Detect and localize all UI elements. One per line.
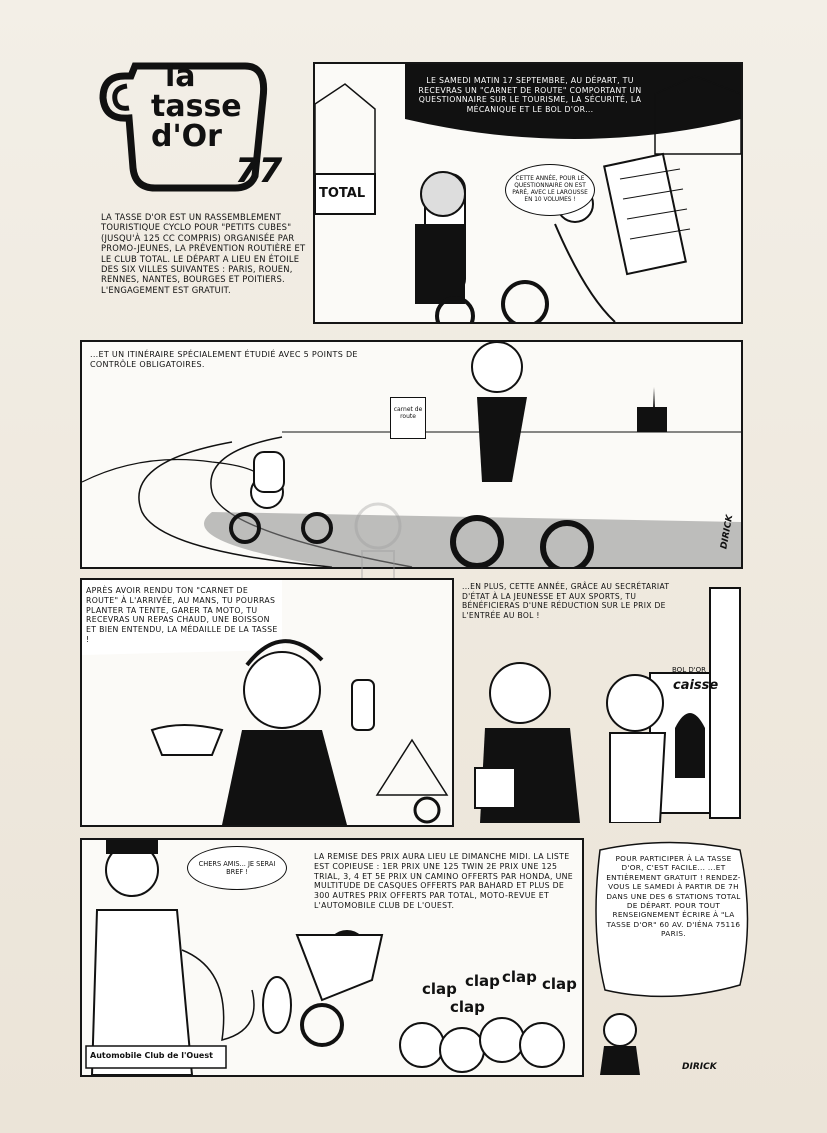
clap-sound-5: clap (542, 975, 577, 993)
logo-line-3: d'Or (151, 119, 222, 154)
panel-6-artist-signature: DIRICK (682, 1062, 717, 1072)
clap-sound-4: clap (502, 968, 537, 986)
panel-6-participation (590, 840, 760, 1080)
watermark-logo (348, 496, 408, 588)
panel-2-artist-signature: DIRICK (719, 514, 736, 550)
panel-2-route (80, 340, 743, 569)
carnet-de-route-booklet: carnet de route (390, 397, 426, 439)
panel-5-prizes (80, 838, 584, 1077)
panel-3-arrival (80, 578, 454, 827)
caisse-sign: caisse (673, 678, 719, 693)
panel-1-speech-bubble: CETTE ANNÉE, POUR LE QUESTIONNAIRE ON EST PARÉ, AVEC LE LAROUSSE EN 10 VOLUMES ! (505, 164, 595, 216)
panel-5-speech-bubble: CHERS AMIS... JE SERAI BREF ! (187, 846, 287, 890)
total-sign: TOTAL (319, 186, 366, 201)
tasse-dor-logo (95, 58, 295, 203)
panel-4-caption: ...EN PLUS, CETTE ANNÉE, GRÂCE AU SECRÉTARIAT D'ÉTAT À LA JEUNESSE ET AUX SPORTS, TU BÉNÉFICIERAS D'UNE RÉDUCTION SUR LE PRIX DE L'ENTRÉE AU BOL ! (462, 582, 670, 620)
route-illustration (82, 342, 741, 567)
panel-5-caption: LA REMISE DES PRIX AURA LIEU LE DIMANCHE MIDI. LA LISTE EST COPIEUSE : 1ER PRIX UNE 125 TWIN 2E PRIX UNE 125 TRIAL, 3, 4 ET 5E PRIX UN CAMINO OFFERTS PAR HONDA, UNE MULTITUDE DE CASQUES OFFERTS PAR BAHARD ET PLUS DE 300 AUTRES PRIX OFFERTS PAR TOTAL, MOTO-REVUE ET L'AUTOMOBILE CLUB DE L'OUEST. (314, 852, 573, 910)
clap-sound-1: clap (422, 980, 457, 998)
watermark-icon (348, 496, 408, 588)
automobile-club-banner: Automobile Club de l'Ouest (90, 1051, 213, 1060)
panel-4-discount (460, 578, 745, 823)
logo-line-2: tasse (151, 89, 242, 124)
logo-line-1: la (165, 59, 196, 94)
clap-sound-3: clap (465, 972, 500, 990)
bol-dor-sign: BOL D'OR (672, 666, 707, 674)
logo-year: 77 (235, 151, 283, 191)
panel-1-caption: LE SAMEDI MATIN 17 SEPTEMBRE, AU DÉPART, TU RECEVRAS UN "CARNET DE ROUTE" COMPORTANT UN QUESTIONNAIRE SUR LE TOURISME, LA SÉCURITÉ, LA MÉCANIQUE ET LE BOL D'OR... (418, 76, 642, 114)
clap-sound-2: clap (450, 998, 485, 1016)
panel-2-caption: ...ET UN ITINÉRAIRE SPÉCIALEMENT ÉTUDIÉ AVEC 5 POINTS DE CONTRÔLE OBLIGATOIRES. (90, 350, 358, 369)
panel-1-departure (313, 62, 743, 324)
panel-6-caption: POUR PARTICIPER À LA TASSE D'OR, C'EST FACILE... ...ET ENTIÈREMENT GRATUIT ! RENDEZ-VOUS LE SAMEDI À PARTIR DE 7H DANS UNE DES 6 STATIONS TOTAL DE DÉPART. POUR TOUT RENSEIGNEMENT ÉCRIRE À "LA TASSE D'OR" 60 AV. D'IÉNA 75116 PARIS. (606, 854, 741, 939)
intro-text: LA TASSE D'OR EST UN RASSEMBLEMENT TOURISTIQUE CYCLO POUR "PETITS CUBES" (JUSQU'À 125 CC COMPRIS) ORGANISÉE PAR PROMO-JEUNES, LA PRÉVENTION ROUTIÈRE ET LE CLUB TOTAL. LE DÉPART A LIEU EN ÉTOILE DES SIX VILLES SUIVANTES : PARIS, ROUEN, RENNES, NANTES, BOURGES ET POITIERS. L'ENGAGEMENT EST GRATUIT. (101, 212, 306, 295)
panel-3-caption: APRÈS AVOIR RENDU TON "CARNET DE ROUTE" À L'ARRIVÉE, AU MANS, TU POURRAS PLANTER TA TENTE, GARER TA MOTO, TU RECEVRAS UN REPAS CHAUD, UNE BOISSON ET BIEN ENTENDU, LA MÉDAILLE DE LA TASSE ! (86, 586, 278, 644)
